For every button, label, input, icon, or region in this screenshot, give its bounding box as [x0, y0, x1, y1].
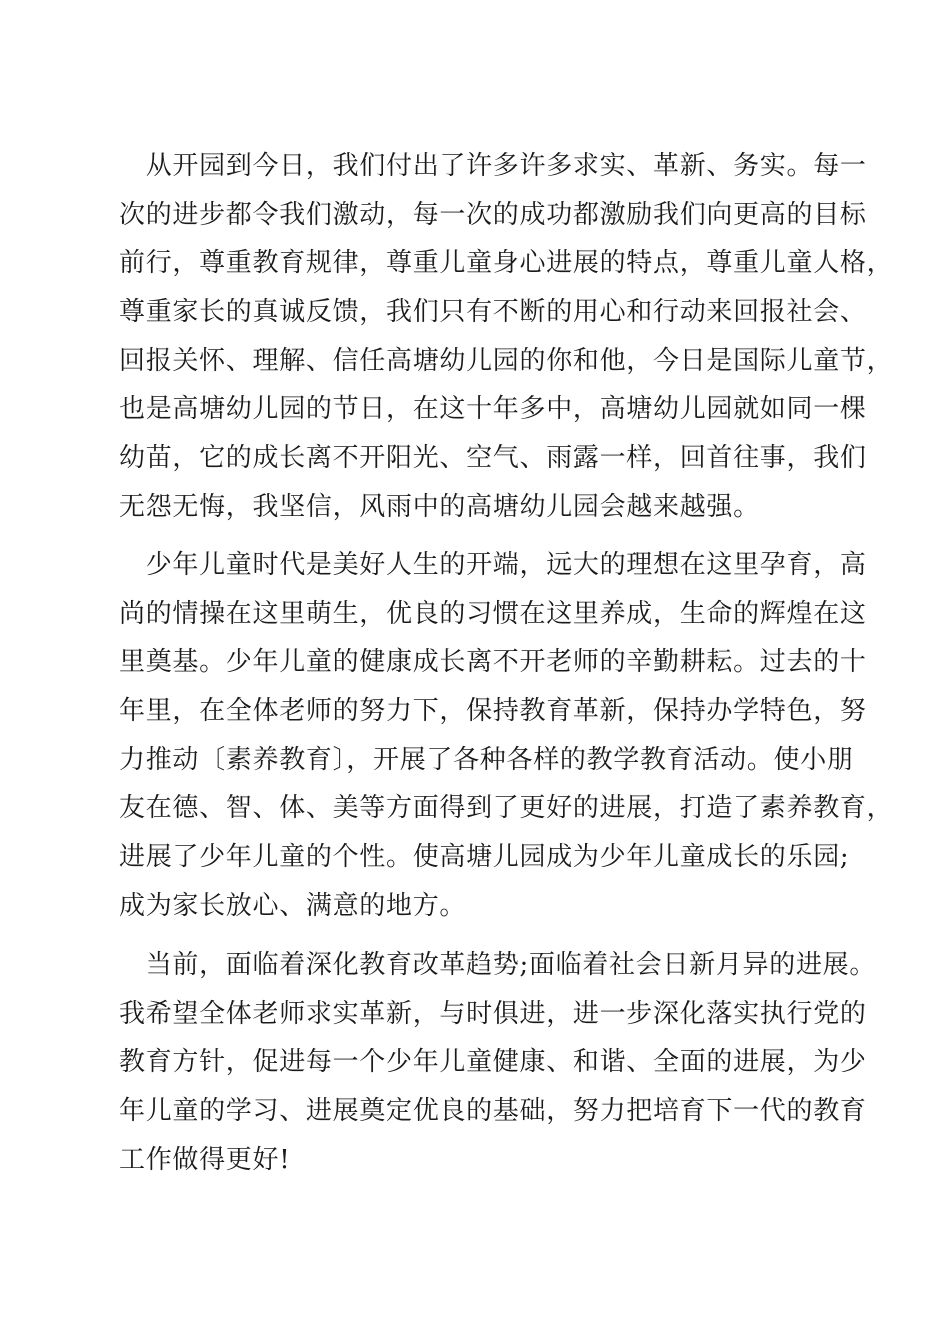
text-line: 尚的情操在这里萌生，优良的习惯在这里养成，生命的辉煌在这 — [119, 598, 867, 629]
text-line: 成为家长放心、满意的地方。 — [119, 890, 467, 921]
text-line: 教育方针，促进每一个少年儿童健康、和谐、全面的进展，为少 — [119, 1047, 867, 1078]
text-line: 无怨无悔，我坚信，风雨中的高塘幼儿园会越来越强。 — [119, 491, 760, 522]
text-line: 次的进步都令我们激动，每一次的成功都激励我们向更高的目标 — [119, 199, 867, 230]
paragraph-3 — [119, 941, 877, 1184]
text-line: 力推动〔素养教育〕，开展了各种各样的教学教育活动。使小朋 — [119, 744, 854, 775]
text-line: 尊重家长的真诚反馈，我们只有不断的用心和行动来回报社会、 — [119, 297, 867, 328]
text-line: 当前，面临着深化教育改革趋势;面临着社会日新月异的进展。 — [119, 950, 877, 980]
text-line: 回报关怀、理解、信任高塘幼儿园的你和他，今日是国际儿童节， — [119, 345, 894, 376]
text-line: 少年儿童时代是美好人生的开端，远大的理想在这里孕育，高 — [119, 550, 867, 580]
text-line: 里奠基。少年儿童的健康成长离不开老师的辛勤耕耘。过去的十 — [119, 647, 867, 678]
text-line: 进展了少年儿童的个性。使高塘儿园成为少年儿童成长的乐园; — [119, 842, 850, 873]
paragraph-1 — [119, 142, 894, 532]
text-line: 前行，尊重教育规律，尊重儿童身心进展的特点，尊重儿童人格， — [119, 248, 894, 279]
text-line: 年儿童的学习、进展奠定优良的基础，努力把培育下一代的教育 — [119, 1096, 867, 1127]
text-line: 从开园到今日，我们付出了许多许多求实、革新、务实。每一 — [119, 151, 867, 181]
text-line: 友在德、智、体、美等方面得到了更好的进展，打造了素养教育， — [119, 793, 894, 824]
text-line: 幼苗，它的成长离不开阳光、空气、雨露一样，回首往事，我们 — [119, 443, 867, 474]
text-line: 年里，在全体老师的努力下，保持教育革新，保持办学特色，努 — [119, 696, 867, 727]
text-line: 我希望全体老师求实革新，与时俱进，进一步深化落实执行党的 — [119, 998, 867, 1029]
paragraph-2 — [119, 541, 894, 931]
text-line: 也是高塘幼儿园的节日，在这十年多中，高塘幼儿园就如同一棵 — [119, 394, 867, 425]
text-line: 工作做得更好! — [119, 1144, 291, 1175]
